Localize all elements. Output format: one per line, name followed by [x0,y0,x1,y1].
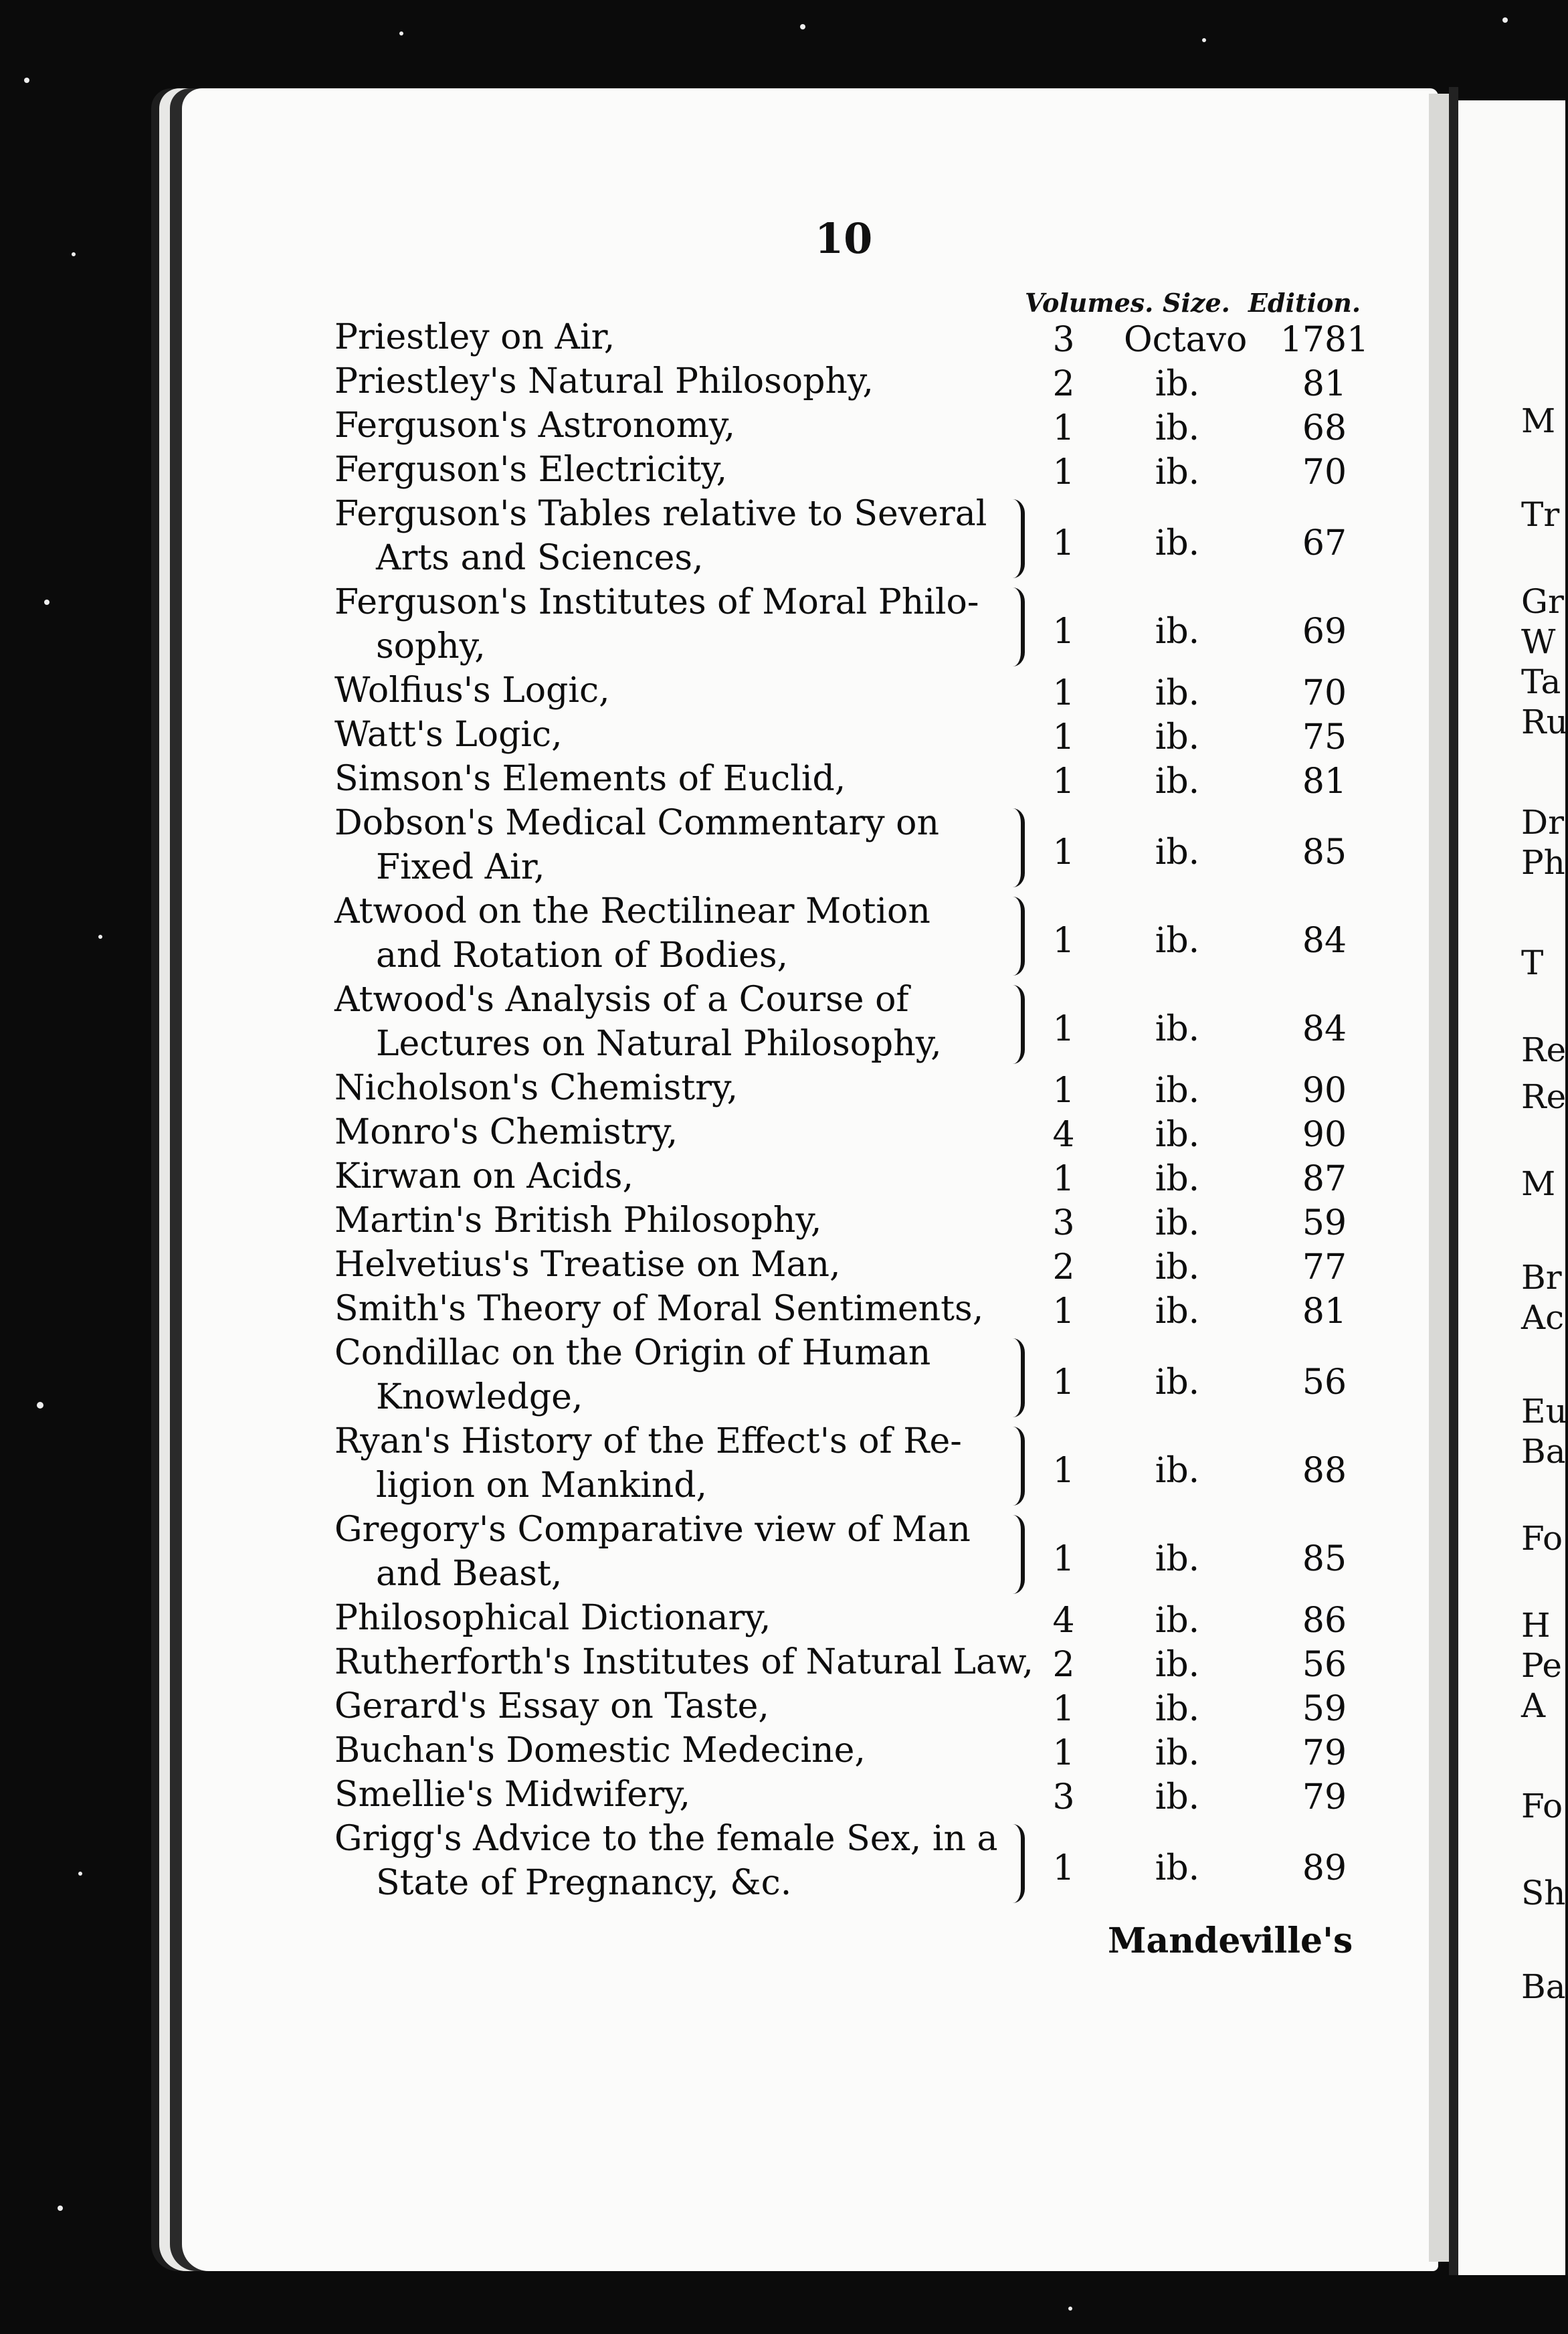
volume-count: 3 [1052,1203,1075,1243]
volume-count: 1 [1052,1159,1075,1199]
book-title: Condillac on the Origin of Human [334,1333,931,1373]
right-page-letter: W [1521,622,1556,661]
volume-count: 1 [1052,1291,1075,1332]
book-title: Smellie's Midwifery, [334,1775,691,1815]
edition-year: 67 [1302,523,1347,563]
book-title: Rutherforth's Institutes of Natural Law, [334,1642,1034,1682]
volume-count: 1 [1052,1362,1075,1403]
right-page-letter: Ba [1521,1432,1566,1471]
book-title-continued: Fixed Air, [376,847,545,887]
size-value: ib. [1155,523,1200,563]
size-value: ib. [1155,921,1200,961]
size-value: ib. [1155,832,1200,873]
page-edge [1429,94,1452,2262]
edition-year: 56 [1302,1362,1347,1403]
volume-count: 1 [1052,523,1075,563]
edition-year: 77 [1302,1247,1347,1287]
edition-year: 56 [1302,1645,1347,1685]
size-value: ib. [1155,1291,1200,1332]
book-title: Helvetius's Treatise on Man, [334,1245,841,1285]
volume-count: 1 [1052,1848,1075,1888]
right-page-letter: H [1521,1606,1551,1645]
book-title-continued: Arts and Sciences, [376,538,704,578]
volume-count: 1 [1052,1009,1075,1049]
size-value: ib. [1155,1645,1200,1685]
header-volumes: Volumes. [1025,288,1154,318]
edition-year: 81 [1302,761,1347,802]
volume-count: 1 [1052,1451,1075,1491]
edition-year: 75 [1302,717,1347,757]
book-title-continued: State of Pregnancy, &c. [376,1863,792,1903]
volume-count: 1 [1052,921,1075,961]
size-value: ib. [1155,1848,1200,1888]
book-title-continued: Knowledge, [376,1377,583,1417]
book-title: Buchan's Domestic Medecine, [334,1730,866,1771]
edition-year: 88 [1302,1451,1347,1491]
edition-year: 89 [1302,1848,1347,1888]
book-title: Simson's Elements of Euclid, [334,759,846,799]
book-title: Ferguson's Astronomy, [334,406,736,446]
volume-count: 1 [1052,408,1075,448]
right-page-letter: Tr [1521,495,1560,534]
size-value: ib. [1155,408,1200,448]
size-value: ib. [1155,612,1200,652]
right-page-letter: Ru [1521,703,1568,741]
book-title-continued: and Beast, [376,1554,563,1594]
book-title: Gerard's Essay on Taste, [334,1686,769,1726]
edition-year: 70 [1302,452,1347,492]
right-page-letter: Ac [1521,1298,1565,1337]
right-page-letter: Re [1521,1077,1567,1116]
right-page-letter: A [1521,1686,1546,1725]
size-value: ib. [1155,1159,1200,1199]
size-value: ib. [1155,1451,1200,1491]
right-page-letter: Fo [1521,1787,1563,1825]
size-value: ib. [1155,1733,1200,1773]
volume-count: 1 [1052,1689,1075,1729]
book-gutter [1449,87,1458,2275]
volume-count: 1 [1052,673,1075,713]
right-page-letter: Pe [1521,1646,1562,1685]
header-edition: Edition. [1248,288,1361,318]
edition-year: 70 [1302,673,1347,713]
book-title: Atwood on the Rectilinear Motion [334,891,930,931]
book-title: Ferguson's Tables relative to Several [334,494,987,534]
size-value: ib. [1155,1601,1200,1641]
edition-year: 84 [1302,1009,1347,1049]
right-page-letter: Dr [1521,803,1564,842]
volume-count: 3 [1052,1777,1075,1817]
book-title: Priestley on Air, [334,317,615,357]
right-page-letter: Eu [1521,1392,1567,1431]
size-value: ib. [1155,673,1200,713]
page-number: 10 [815,214,873,263]
volume-count: 1 [1052,1539,1075,1579]
size-value: ib. [1155,761,1200,802]
book-title-continued: ligion on Mankind, [376,1465,708,1506]
edition-year: 84 [1302,921,1347,961]
size-value: ib. [1155,1539,1200,1579]
edition-year: 81 [1302,364,1347,404]
edition-year: 90 [1302,1115,1347,1155]
edition-year: 85 [1302,1539,1347,1579]
book-title: Martin's British Philosophy, [334,1200,822,1241]
right-page-letter: M [1521,401,1556,440]
right-page-letter: Ba [1521,1967,1566,2006]
volume-count: 4 [1052,1115,1075,1155]
book-title: Dobson's Medical Commentary on [334,803,939,843]
size-value: ib. [1155,364,1200,404]
book-title: Wolfius's Logic, [334,670,610,711]
volume-count: 2 [1052,1645,1075,1685]
book-title: Smith's Theory of Moral Sentiments, [334,1289,984,1329]
edition-year: 79 [1302,1733,1347,1773]
book-title: Priestley's Natural Philosophy, [334,361,874,401]
volume-count: 1 [1052,612,1075,652]
right-page-letter: Ph [1521,843,1565,882]
volume-count: 4 [1052,1601,1075,1641]
book-title-continued: and Rotation of Bodies, [376,935,789,976]
book-title: Nicholson's Chemistry, [334,1068,739,1108]
book-title: Ryan's History of the Effect's of Re- [334,1421,962,1461]
size-value: ib. [1155,1777,1200,1817]
volume-count: 1 [1052,1733,1075,1773]
header-size: Size. [1163,288,1230,318]
book-title: Gregory's Comparative view of Man [334,1510,971,1550]
right-page-letter: M [1521,1164,1556,1203]
volume-count: 1 [1052,717,1075,757]
book-title: Atwood's Analysis of a Course of [334,980,909,1020]
book-title-continued: sophy, [376,626,486,666]
volume-count: 1 [1052,1071,1075,1111]
right-page-letter: Fo [1521,1519,1563,1558]
size-value: ib. [1155,1115,1200,1155]
volume-count: 2 [1052,364,1075,404]
book-title: Watt's Logic, [334,715,563,755]
right-page-letter: Sh [1521,1874,1566,1912]
book-title: Kirwan on Acids, [334,1156,634,1196]
size-value: Octavo [1124,320,1248,360]
edition-year: 81 [1302,1291,1347,1332]
edition-year: 68 [1302,408,1347,448]
book-title-continued: Lectures on Natural Philosophy, [376,1024,942,1064]
volume-count: 1 [1052,452,1075,492]
edition-year: 69 [1302,612,1347,652]
right-page-letter: T [1521,944,1544,982]
volume-count: 2 [1052,1247,1075,1287]
edition-year: 87 [1302,1159,1347,1199]
volume-count: 1 [1052,832,1075,873]
right-page-letter: Br [1521,1258,1562,1297]
edition-year: 59 [1302,1203,1347,1243]
size-value: ib. [1155,717,1200,757]
edition-year: 79 [1302,1777,1347,1817]
book-title: Ferguson's Electricity, [334,450,728,490]
right-page-letter: Re [1521,1030,1567,1069]
right-page-letter: Gr [1521,582,1564,621]
right-page-letter: Ta [1521,662,1561,701]
book-title: Grigg's Advice to the female Sex, in a [334,1819,998,1859]
book-title: Monro's Chemistry, [334,1112,678,1152]
volume-count: 1 [1052,761,1075,802]
edition-year: 59 [1302,1689,1347,1729]
book-title: Ferguson's Institutes of Moral Philo- [334,582,979,622]
edition-year: 85 [1302,832,1347,873]
edition-year: 90 [1302,1071,1347,1111]
size-value: ib. [1155,452,1200,492]
edition-year: 86 [1302,1601,1347,1641]
size-value: ib. [1155,1203,1200,1243]
book-title: Philosophical Dictionary, [334,1598,771,1638]
size-value: ib. [1155,1247,1200,1287]
catchword: Mandeville's [1108,1920,1353,1961]
size-value: ib. [1155,1362,1200,1403]
size-value: ib. [1155,1009,1200,1049]
edition-year: 1781 [1280,320,1369,360]
size-value: ib. [1155,1071,1200,1111]
volume-count: 3 [1052,320,1075,360]
size-value: ib. [1155,1689,1200,1729]
